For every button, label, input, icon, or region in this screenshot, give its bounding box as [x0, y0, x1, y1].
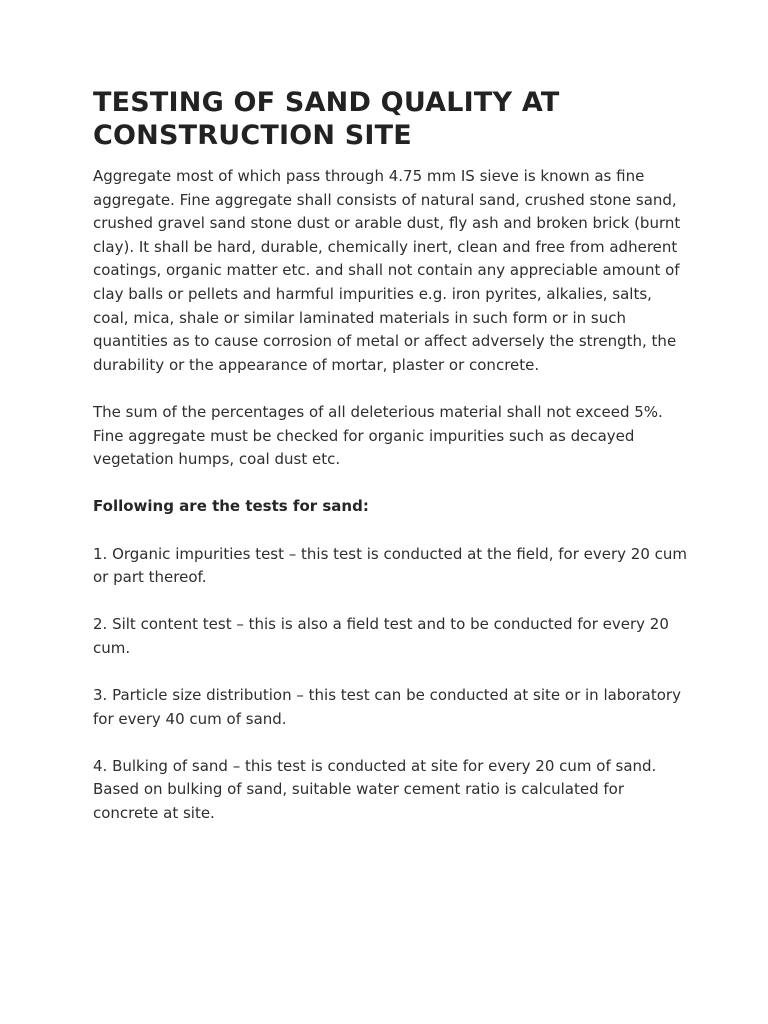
test-item-particle-size: 3. Particle size distribution – this test can be conducted at site or in laboratory for every 40 cum of sand.	[93, 686, 681, 728]
test-item-bulking: 4. Bulking of sand – this test is conducted at site for every 20 cum of sand. Based on bulking of sand, suitable water cement ratio is calculated for concrete at site.	[93, 756, 657, 823]
test-item-organic-impurities: 1. Organic impurities test – this test is conducted at the field, for every 20 cum or part thereof.	[93, 544, 687, 587]
tests-heading: Following are the tests for sand:	[93, 497, 369, 516]
intro-paragraph: Aggregate most of which pass through 4.75 mm IS sieve is known as fine aggregate. Fine aggregate shall consists of natural sand, crushed stone sand, crushed gravel sand stone dust or arable dust, fly ash and broken brick (burnt clay). It shall be hard, durable, chemically inert, clean and free from adherent coatings, organic matter etc. and shall not contain any appreciable amount of clay balls or pellets and harmful impurities e.g. iron pyrites, alkalies, salts, coal, mica, shale or similar laminated materials in such form or in such quantities as to cause corrosion of metal or affect adversely the strength, the durability or the appearance of mortar, plaster or concrete.	[93, 167, 681, 374]
test-item-silt-content: 2. Silt content test – this is also a field test and to be conducted for every 20 cum.	[93, 615, 669, 657]
tests-list	[93, 543, 688, 826]
deleterious-paragraph: The sum of the percentages of all deleterious material shall not exceed 5%. Fine aggregate must be checked for organic impurities such as decayed vegetation humps, coal dust etc.	[93, 402, 663, 469]
document-title: TESTING OF SAND QUALITY AT CONSTRUCTION SITE	[93, 87, 560, 151]
